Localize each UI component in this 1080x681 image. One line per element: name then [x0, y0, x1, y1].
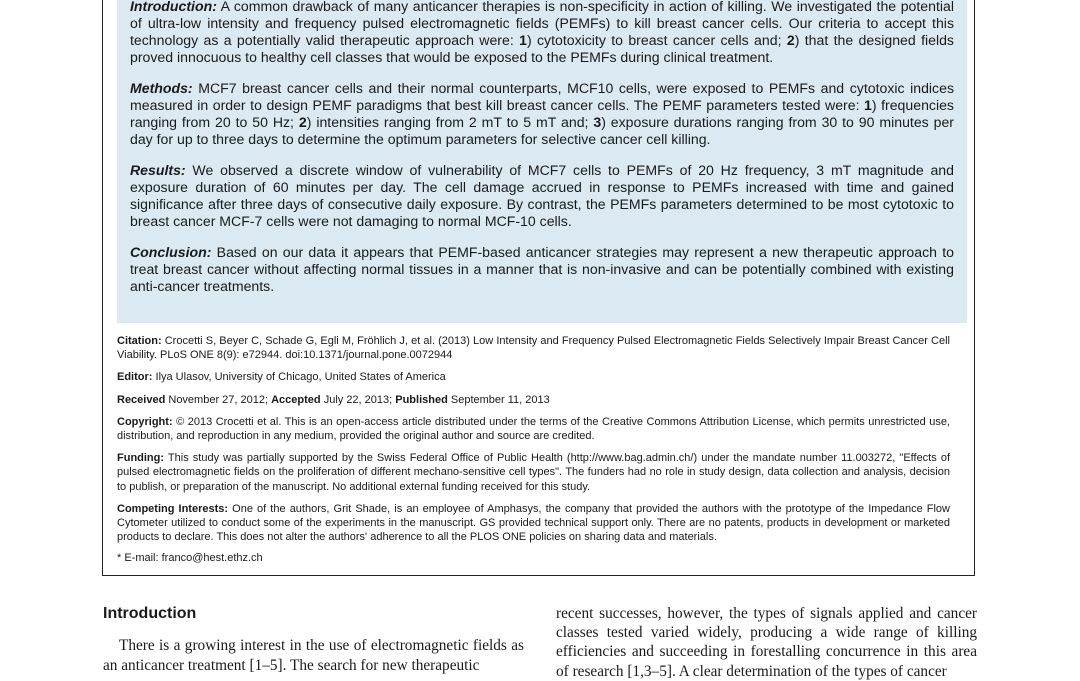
abstract-methods-text: ) exposure durations ranging from 30 to 90 minutes per day for up to three days to determine the optimum parameters for selective cancer cell killing.	[130, 114, 955, 147]
body-column-right	[556, 604, 977, 681]
citation	[117, 334, 950, 362]
abstract-conclusion-label: Conclusion:	[130, 244, 212, 260]
section-heading-introduction: Introduction	[103, 605, 197, 622]
body-paragraph: There is a growing interest in the use of electromagnetic fields as an anticancer treatment [1–5]. The search for new therapeutic	[103, 637, 524, 674]
copyright	[117, 415, 950, 443]
editor	[117, 370, 950, 384]
copyright-text: © 2013 Crocetti et al. This is an open-access article distributed under the terms of the Creative Commons Attribution License, which permits unrestricted use, distribution, and reproduction in any medium, provided the original author and source are credited.	[117, 415, 950, 443]
abstract-methods-text: ) frequencies ranging from 20 to 50 Hz;	[130, 97, 954, 130]
abstract-methods-text: ) intensities ranging from 2 mT to 5 mT and;	[306, 114, 594, 130]
funding-label: Funding:	[117, 452, 165, 465]
criterion-number: 1	[519, 32, 527, 48]
parameter-number: 1	[864, 97, 872, 113]
abstract-conclusion	[130, 244, 954, 295]
parameter-number: 3	[593, 114, 602, 130]
competing-interests	[117, 502, 950, 545]
abstract-results-label: Results:	[130, 162, 186, 178]
abstract-conclusion-text: Based on our data it appears that PEMF-based anticancer strategies may represent a new therapeutic approach to treat breast cancer without affecting normal tissues in a manner that is non-invasive and can be potentially combined with existing anti-cancer treatments.	[130, 244, 954, 294]
published-label: Published	[395, 393, 448, 406]
competing-interests-label: Competing Interests:	[117, 502, 229, 515]
article-metadata	[117, 334, 950, 574]
abstract-introduction-text: ) cytotoxicity to breast cancer cells and;	[526, 32, 787, 48]
abstract-box	[117, 0, 967, 323]
received-label: Received	[117, 393, 166, 406]
abstract-methods	[130, 80, 954, 148]
parameter-number: 2	[298, 114, 307, 130]
editor-text: Ilya Ulasov, University of Chicago, United States of America	[152, 371, 446, 384]
received-date: November 27, 2012;	[165, 393, 272, 406]
dates	[117, 393, 950, 407]
published-date: September 11, 2013	[447, 393, 550, 406]
abstract-introduction-text: ) that the designed fields proved innocuous to healthy cell classes that would be exposed to the PEMFs during clinical treatment.	[130, 32, 954, 65]
corresponding-email[interactable]: * E-mail: franco@hest.ethz.ch	[117, 552, 263, 565]
abstract-results-text: We observed a discrete window of vulnerability of MCF7 cells to PEMFs of 20 Hz frequency, 3 mT magnitude and exposure duration of 60 minutes per day. The cell damage accrued in response to PEMFs increased with time and gained significance after three days of consecutive daily exposure. By contrast, the PEMFs parameters determined to be most cytotoxic to breast cancer MCF-7 cells were not damaging to normal MCF-10 cells.	[130, 162, 954, 229]
funding-text: This study was partially supported by the Swiss Federal Office of Public Health (http://www.bag.admin.ch/) under the mandate number 11.003272, "Effects of pulsed electromagnetic fields on the proliferation of different mechano-sensitive cell types". The funders had no role in study design, data collection and analysis, decision to publish, or preparation of the manuscript. No additional external funding received for this study.	[117, 452, 950, 493]
accepted-label: Accepted	[271, 393, 321, 406]
editor-label: Editor:	[117, 371, 153, 384]
abstract-introduction-text: A common drawback of many anticancer therapies is non-specificity in action of killing. We investigated the potential of ultra-low intensity and frequency pulsed electromagnetic fields (PEMFs) to kill breast cancer cells. Our criteria to accept this technology as a potentially valid therapeutic approach were:	[130, 0, 954, 48]
competing-interests-text: One of the authors, Grit Shade, is an employee of Amphasys, the company that provided the authors with the prototype of the Impedance Flow Cytometer utilized to conduct some of the experiments in the manuscript. GS provided technical support only. There are no patents, products in development or marketed products to declare. This does not alter the authors' adherence to all the PLOS ONE policies on sharing data and materials.	[117, 502, 950, 544]
abstract-introduction	[130, 0, 954, 66]
body-column-left	[103, 636, 524, 676]
citation-text: Crocetti S, Beyer C, Schade G, Egli M, Fröhlich J, et al. (2013) Low Intensity and Frequency Pulsed Electromagnetic Fields Selectively Impair Breast Cancer Cell Viability. PLoS ONE 8(9): e72944. doi:10.1371/journal.pone.0072944	[117, 335, 950, 362]
abstract-introduction-label: Introduction:	[130, 0, 217, 14]
funding	[117, 451, 950, 494]
criterion-number: 2	[786, 32, 795, 48]
copyright-label: Copyright:	[117, 415, 173, 428]
accepted-date: July 22, 2013;	[320, 393, 396, 406]
body-paragraph: recent successes, however, the types of signals applied and cancer classes tested varied widely, producing a wide range of killing efficiencies and succeeding in forestalling concurrence in this area of research [1,3–5]. A clear determination of the types of cancer	[556, 605, 977, 680]
abstract-methods-text: MCF7 breast cancer cells and their normal counterparts, MCF10 cells, were exposed to PEMFs and cytotoxic indices measured in order to design PEMF paradigms that best kill breast cancer cells. The PEMF parameters tested were:	[130, 80, 954, 113]
abstract-methods-label: Methods:	[130, 80, 193, 96]
abstract-results	[130, 162, 954, 230]
citation-label: Citation:	[117, 335, 162, 347]
